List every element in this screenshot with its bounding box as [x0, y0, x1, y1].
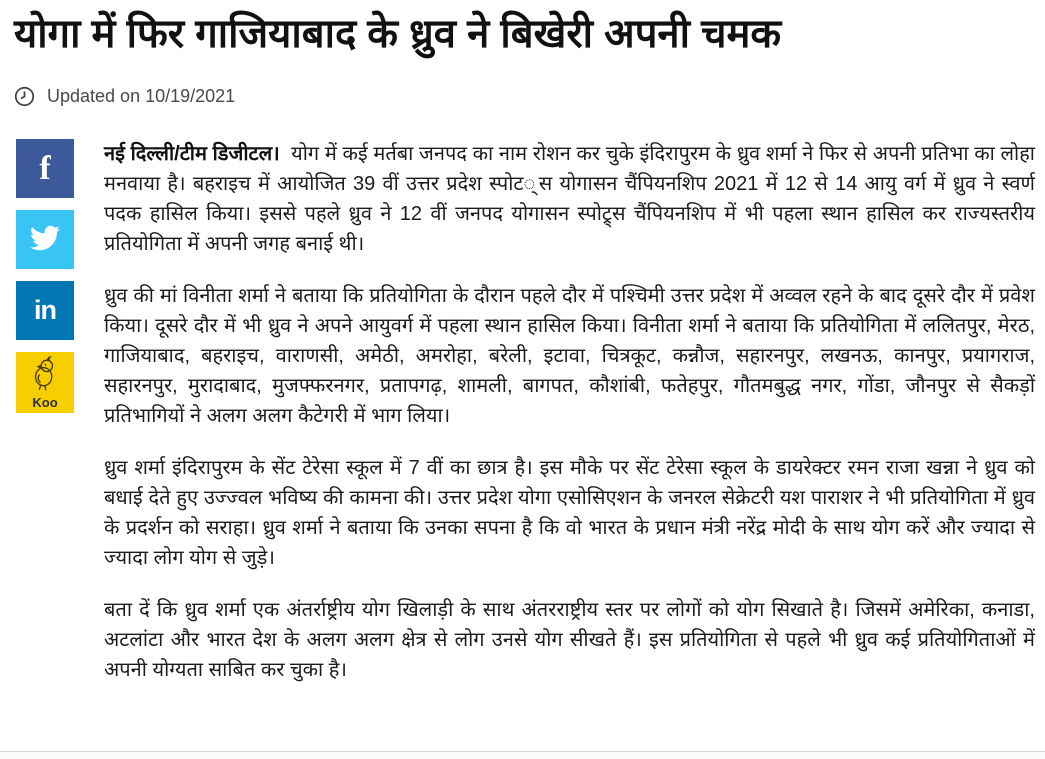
article-body	[104, 139, 1037, 707]
paragraph: ध्रुव शर्मा इंदिरापुरम के सेंट टेरेसा स्कूल में 7 वीं का छात्र है। इस मौके पर सेंट टेरेसा स्कूल के डायरेक्टर रमन राजा खन्ना ने ध्रुव को बधाई देते हुए उज्ज्वल भविष्य की कामना की। उत्तर प्रदेश योगा एसोसिएशन के जनरल सेक्रेटरी यश पाराशर ने भी प्रतियोगिता में ध्रुव के प्रदर्शन को सराहा। ध्रुव शर्मा ने बताया कि उनका सपना है कि वो भारत के प्रधान मंत्री नरेंद्र मोदी के साथ योग करें और ज्यादा से ज्यादा लोग योग से जुड़े।	[104, 457, 1035, 569]
linkedin-icon: in	[34, 295, 56, 325]
paragraph: बता दें कि ध्रुव शर्मा एक अंतर्राष्ट्रीय योग खिलाड़ी के साथ अंतरराष्ट्रीय स्तर पर लोगों को योग सिखाते है। जिसमें अमेरिका, कनाडा, अटलांटा और भारत देश के अलग अलग क्षेत्र से लोग उनसे योग सीखते हैं। इस प्रतियोगिता से पहले भी ध्रुव कई प्रतियोगिताओं में अपनी योग्यता साबित कर चुका है।	[104, 599, 1035, 681]
paragraph: ध्रुव की मां विनीता शर्मा ने बताया कि प्रतियोगिता के दौरान पहले दौर में पश्चिमी उत्तर प्रदेश में अव्वल रहने के बाद दूसरे दौर में प्रवेश किया। दूसरे दौर में भी ध्रुव ने अपने आयुवर्ग में पहला स्थान हासिल किया। विनीता शर्मा ने बताया कि प्रतियोगिता में ललितपुर, मेरठ, गाजियाबाद, बहराइच, वाराणसी, अमेठी, अमरोहा, बरेली, इटावा, चित्रकूट, कन्नौज, सहारनपुर, लखनऊ, कानपुर, प्रयागराज, सहारनपुर, मुरादाबाद, मुजफ्फरनगर, प्रतापगढ़, शामली, बागपत, कौशांबी, फतेहपुर, गौतमबुद्ध नगर, गोंडा, जौनपुर से सैकड़ों प्रतिभागियों ने अलग अलग कैटेगरी में भाग लिया।	[104, 285, 1035, 427]
twitter-share-button[interactable]	[16, 210, 74, 269]
paragraph	[104, 139, 1035, 259]
facebook-share-button[interactable]	[16, 139, 74, 198]
koo-label: Koo	[32, 395, 58, 410]
updated-row	[14, 86, 1037, 107]
updated-text: Updated on 10/19/2021	[47, 86, 236, 106]
clock-icon	[14, 86, 35, 107]
page-title: योगा में फिर गाजियाबाद के ध्रुव ने बिखेरी अपनी चमक	[14, 12, 782, 56]
koo-share-button[interactable]	[16, 352, 74, 413]
paragraph-text: योग में कई मर्तबा जनपद का नाम रोशन कर चुके इंदिरापुरम के ध्रुव शर्मा ने फिर से अपनी प्रतिभा का लोहा मनवाया है। बहराइच में आयोजित 39 वीं उत्तर प्रदेश स्पोट◌्स योगासन चैंपियनशिप 2021 में 12 से 14 आयु वर्ग में ध्रुव ने स्वर्ण पदक हासिल किया। इससे पहले ध्रुव ने 12 वीं जनपद योगासन स्पोट्र्स चैंपियनशिप में भी पहला स्थान हासिल कर राज्यस्तरीय प्रतियोगिता में अपनी जगह बनाई थी।	[104, 143, 1035, 255]
bottom-divider	[0, 751, 1045, 759]
twitter-icon	[30, 223, 60, 256]
facebook-icon: f	[39, 149, 51, 187]
dateline-lead: नई दिल्ली/टीम डिजीटल।	[104, 143, 280, 165]
koo-bird-icon	[27, 356, 63, 395]
share-rail	[16, 139, 74, 413]
content-area	[14, 139, 1037, 707]
linkedin-share-button[interactable]	[16, 281, 74, 340]
